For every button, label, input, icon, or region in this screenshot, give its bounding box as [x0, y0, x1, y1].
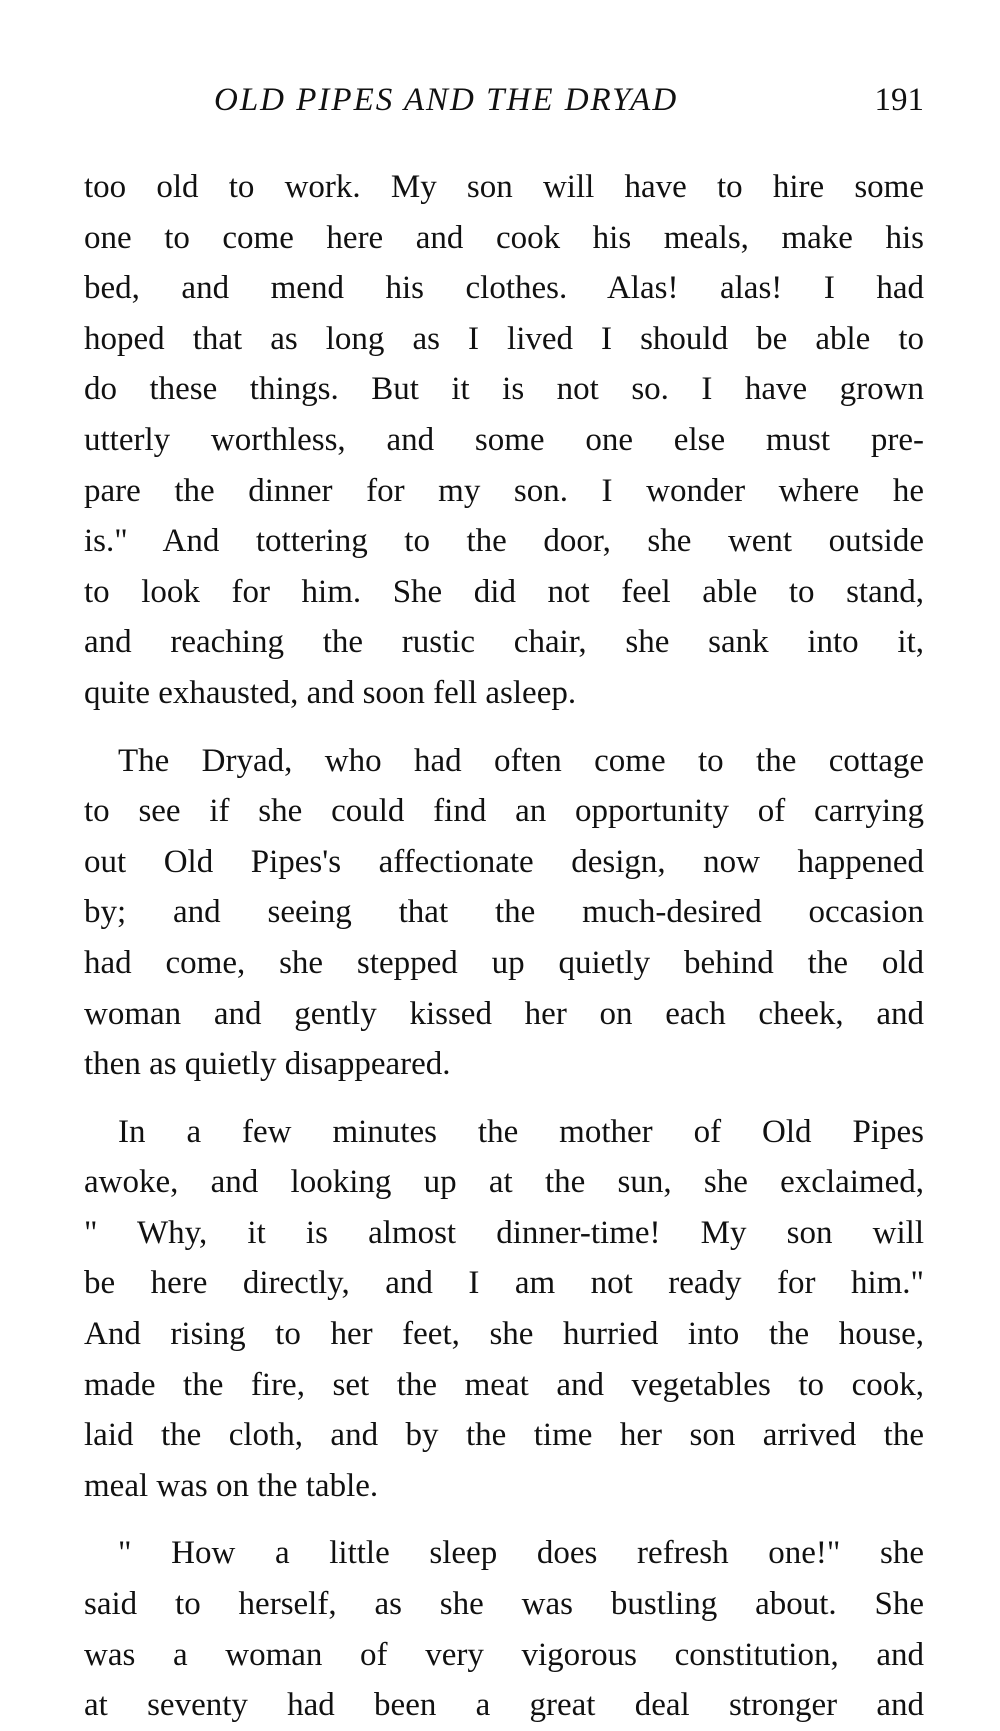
running-title: OLD PIPES AND THE DRYAD [214, 82, 679, 118]
text-line: out Old Pipes's affectionate design, now happened [84, 843, 924, 880]
text-line: pare the dinner for my son. I wonder where he [84, 472, 924, 509]
text-line: utterly worthless, and some one else must pre- [84, 421, 924, 458]
text-line: hoped that as long as I lived I should be able to [84, 320, 924, 357]
text-line: In a few minutes the mother of Old Pipes [118, 1113, 924, 1150]
text-line: made the fire, set the meat and vegetables to cook, [84, 1366, 924, 1403]
text-line: had come, she stepped up quietly behind the old [84, 944, 924, 981]
text-line: quite exhausted, and soon fell asleep. [84, 674, 577, 711]
text-line: " How a little sleep does refresh one!" she [118, 1535, 924, 1572]
text-line: awoke, and looking up at the sun, she exclaimed, [84, 1164, 924, 1201]
paragraph-2 [84, 736, 924, 1090]
text-line: to look for him. She did not feel able to stand, [84, 573, 924, 610]
text-line: to see if she could find an opportunity of carrying [84, 793, 924, 830]
text-line: by; and seeing that the much-desired occasion [84, 894, 924, 931]
text-line: and reaching the rustic chair, she sank into it, [84, 624, 924, 661]
text-line: at seventy had been a great deal stronger and [84, 1687, 924, 1724]
text-line: one to come here and cook his meals, make his [84, 219, 924, 256]
running-head [84, 82, 924, 130]
text-line: is." And tottering to the door, she went outside [84, 523, 924, 560]
page-number: 191 [874, 82, 924, 118]
text-line: then as quietly disappeared. [84, 1046, 451, 1083]
text-line: be here directly, and I am not ready for him." [84, 1265, 924, 1302]
text-line: The Dryad, who had often come to the cottage [118, 742, 924, 779]
text-line: bed, and mend his clothes. Alas! alas! I had [84, 270, 924, 307]
body-text [84, 162, 924, 1731]
text-line: And rising to her feet, she hurried into the house, [84, 1316, 924, 1353]
text-line: " Why, it is almost dinner-time! My son will [84, 1214, 924, 1251]
text-line: laid the cloth, and by the time her son arrived the [84, 1417, 924, 1454]
text-line: do these things. But it is not so. I have grown [84, 371, 924, 408]
text-line: said to herself, as she was bustling about. She [84, 1586, 924, 1623]
text-line: woman and gently kissed her on each cheek, and [84, 995, 924, 1032]
paragraph-3 [84, 1107, 924, 1512]
text-line: was a woman of very vigorous constitution, and [84, 1636, 924, 1673]
paragraph-4 [84, 1528, 924, 1730]
text-line: too old to work. My son will have to hire some [84, 169, 924, 205]
paragraph-1 [84, 162, 924, 719]
text-line: meal was on the table. [84, 1467, 379, 1504]
